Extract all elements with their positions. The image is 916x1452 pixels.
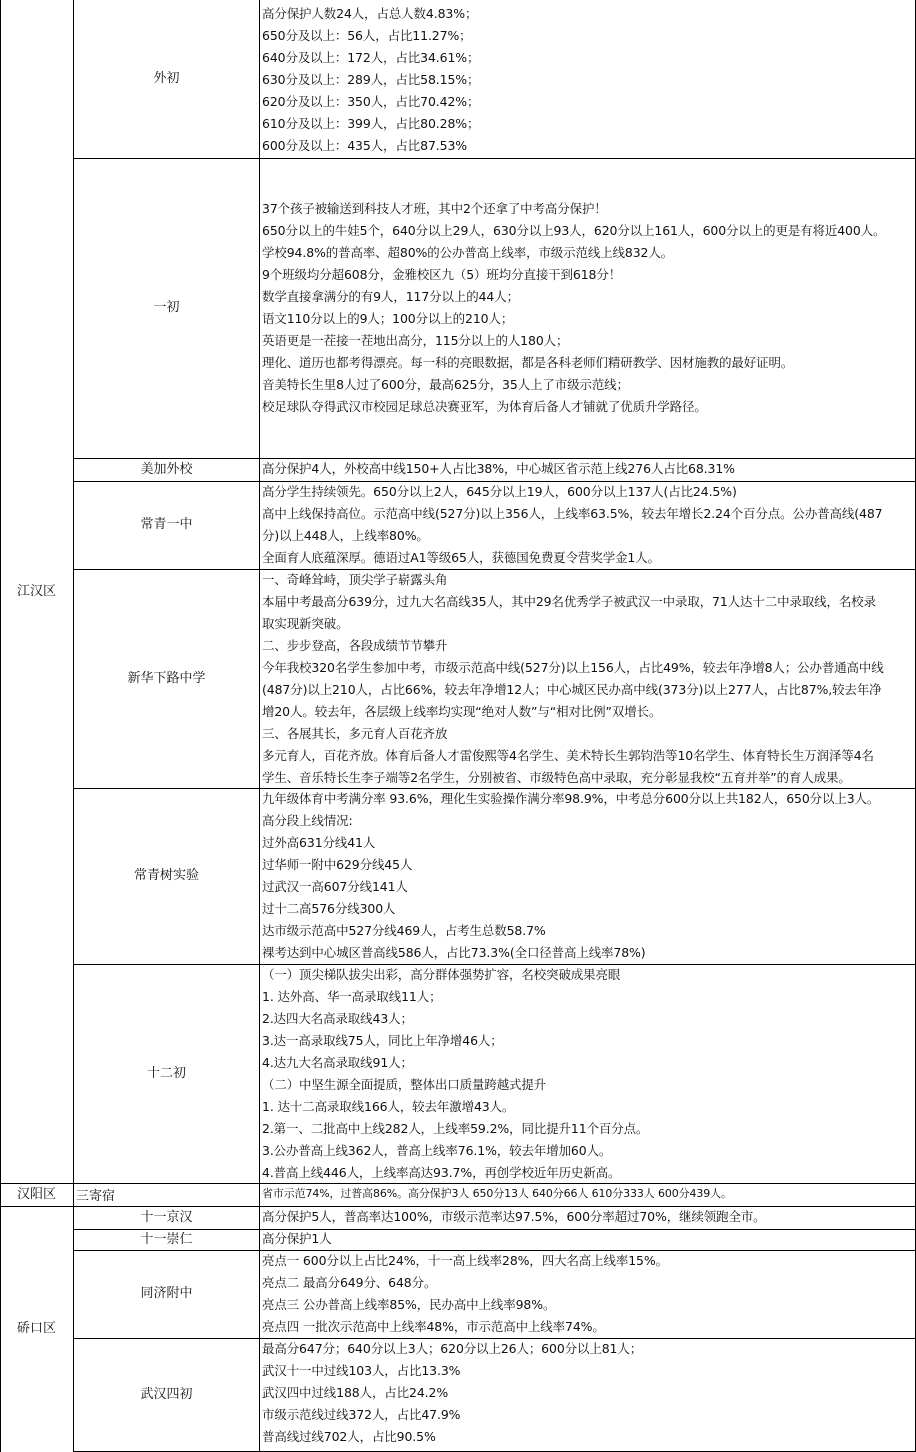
content-line: 九年级体育中考满分率 93.6%，理化生实验操作满分率98.9%，中考总分600分以上共182人，650分以上3人。 [262,791,880,806]
school-name-cell [73,481,260,569]
content-line: 达市级示范高中527分线469人，占考生总数58.7% [262,923,546,938]
content-line: 过华师一附中629分线45人 [262,857,413,872]
school-name: 十一京汉 [140,1209,193,1225]
content-line: 610分及以上：399人，占比80.28%； [262,116,480,131]
content-cell [260,1250,916,1338]
school-name-cell [73,458,260,481]
grid-line [73,0,74,1452]
district-cell [0,1183,73,1206]
content-line: 高中上线保持高位。示范高中线(527分)以上356人，上线率63.5%，较去年增长2.24个百分点。公办普高线(487 [262,506,883,521]
content-line: 数学直接拿满分的有9人，117分以上的44人； [262,289,519,304]
content-line: 4.达九大名高录取线91人； [262,1055,413,1070]
content-line: 普高线过线702人，占比90.5% [262,1429,436,1444]
school-name-cell [73,964,260,1183]
content-line: 本届中考最高分639分，过九大名高线35人，其中29名优秀学子被武汉一中录取，71人达十二中录取线，名校录 [262,594,876,609]
content-line: 3.公办普高上线362人，普高上线率76.1%，较去年增加60人。 [262,1143,612,1158]
grid-line [0,0,1,1452]
district-cell [0,1206,73,1452]
content-line: 高分保护人数24人，占总人数4.83%； [262,6,478,21]
grid-line [259,0,260,1452]
content-line: 2.第一、二批高中上线282人，上线率59.2%，同比提升11个百分点。 [262,1121,649,1136]
content-line: 650分以上的牛娃5个，640分以上29人，630分以上93人，620分以上161人，600分以上的更是有将近400人。 [262,223,886,238]
school-name: 十二初 [146,1065,186,1081]
grid-line [73,1250,916,1251]
grid-line [73,1229,916,1230]
content-line: 理化、道历也都考得漂亮。每一科的亮眼数据，都是各科老师们精研教学、因材施教的最好证明。 [262,355,794,370]
content-line: 校足球队夺得武汉市校园足球总决赛亚军，为体育后备人才铺就了优质升学路径。 [262,399,707,414]
grid-line [73,158,916,159]
content-line: 1. 达十二高录取线166人，较去年激增43人。 [262,1099,515,1114]
content-line: 武汉四中过线188人，占比24.2% [262,1385,449,1400]
school-name: 一初 [153,300,180,315]
content-line: 学生、音乐特长生李子端等2名学生，分别被省、市级特色高中录取，充分彰显我校“五育并举”的育人成果。 [262,770,851,785]
school-name-cell [73,158,260,458]
school-name-cell [73,1183,260,1206]
content-line: 亮点四 一批次示范高中上线率48%，市示范高中上线率74%。 [262,1319,605,1334]
district-label: 汉阳区 [16,1186,56,1202]
content-line: 高分学生持续领先。650分以上2人，645分以上19人，600分以上137人(占比24.5%) [262,484,737,499]
content-line: 高分保护1人 [262,1231,332,1246]
school-name: 武汉四初 [140,1387,193,1402]
school-name-cell [73,1206,260,1229]
content-line: 4.普高上线446人，上线率高达93.7%，再创学校近年历史新高。 [262,1165,621,1180]
content-line: 增20人。较去年，各层级上线率均实现“绝对人数”与“相对比例”双增长。 [262,704,662,719]
content-line: 亮点二 最高分649分、648分。 [262,1275,437,1290]
content-cell [260,788,916,964]
district-cell [0,0,73,1183]
school-name: 常青一中 [140,517,193,532]
content-cell [260,481,916,569]
content-line: 高分段上线情况: [262,813,353,828]
content-line: 亮点一 600分以上占比24%，十一高上线率28%，四大名高上线率15%。 [262,1253,668,1268]
content-line: 最高分647分；640分以上3人；620分以上26人；600分以上81人； [262,1341,643,1356]
content-line: 1. 达外高、华一高录取线11人； [262,989,442,1004]
content-line: 分)以上448人，上线率80%。 [262,528,429,543]
content-line: 学校94.8%的普高率、超80%的公办普高上线率，市级示范线上线832人。 [262,245,674,260]
grid-line [0,1206,916,1207]
content-line: 音美特长生里8人过了600分，最高625分，35人上了市级示范线； [262,377,629,392]
district-label: 江汉区 [16,583,56,599]
content-line: 裸考达到中心城区普高线586人，占比73.3%(全口径普高上线率78%) [262,945,646,960]
content-line: 取实现新突破。 [262,616,349,631]
school-name-cell [73,1338,260,1452]
content-cell [260,3,916,158]
grid-line [73,964,916,965]
content-cell [260,1206,916,1229]
school-name: 同济附中 [140,1286,193,1301]
school-name: 外初 [153,71,180,86]
content-cell [260,1338,916,1452]
grid-line [73,788,916,789]
content-line: 过十二高576分线300人 [262,901,396,916]
school-name: 新华下路中学 [127,670,206,686]
content-line: 武汉十一中过线103人，占比13.3% [262,1363,461,1378]
grid-line [73,1338,916,1339]
content-line: 过外高631分线41人 [262,835,376,850]
content-cell [260,198,916,458]
grid-line [0,1183,916,1184]
content-line: 省市示范74%，过普高86%。高分保护3人 650分13人 640分66人 610分333人 600分439人。 [262,1187,732,1200]
school-name: 常青树实验 [133,868,199,883]
school-name-cell [73,1250,260,1338]
content-line: 600分及以上：435人，占比87.53% [262,138,467,153]
content-line: 2.达四大名高录取线43人； [262,1011,413,1026]
school-name: 三寄宿 [76,1189,116,1204]
content-line: 三、各展其长，多元育人百花齐放 [262,726,448,741]
content-line: （一）顶尖梯队拔尖出彩，高分群体强势扩容，名校突破成果亮眼 [262,967,621,982]
school-name-cell [73,788,260,964]
content-line: 3.达一高录取线75人，同比上年净增46人； [262,1033,503,1048]
content-line: 高分保护4人，外校高中线150+人占比38%，中心城区省示范上线276人占比68.31% [262,461,735,476]
content-line: 630分及以上：289人，占比58.15%； [262,72,480,87]
content-line: 多元育人，百花齐放。体育后备人才雷俊熙等4名学生、美术特长生郭钧浩等10名学生、体育特长生万润泽等4名 [262,748,874,763]
grid-line [73,481,916,482]
content-line: 过武汉一高607分线141人 [262,879,408,894]
content-line: 英语更是一茬接一茬地出高分，115分以上的人180人； [262,333,569,348]
content-line: 一、奇峰耸峙，顶尖学子崭露头角 [262,572,448,587]
content-cell [260,458,916,481]
content-cell [260,1183,916,1206]
content-line: 二、步步登高，各段成绩节节攀升 [262,638,448,653]
district-label: 硚口区 [16,1321,56,1336]
content-line: 市级示范线过线372人，占比47.9% [262,1407,461,1422]
content-line: 650分及以上：56人，占比11.27%； [262,28,472,43]
content-line: 640分及以上：172人，占比34.61%； [262,50,480,65]
content-line: 高分保护5人，普高率达100%，市级示范率达97.5%，600分率超过70%，继续领跑全市。 [262,1209,766,1224]
content-cell [260,964,916,1183]
school-name: 美加外校 [140,461,193,477]
school-name-cell [73,1229,260,1250]
content-line: 620分及以上：350人，占比70.42%； [262,94,480,109]
grid-line [73,458,916,459]
school-name: 十一崇仁 [140,1231,193,1247]
content-line: 今年我校320名学生参加中考，市级示范高中线(527分)以上156人，占比49%，较去年净增8人；公办普通高中线 [262,660,884,675]
content-line: （二）中坚生源全面提质，整体出口质量跨越式提升 [262,1077,547,1092]
content-line: 亮点三 公办普高上线率85%，民办高中上线率98%。 [262,1297,556,1312]
content-cell [260,1228,916,1250]
school-name-cell [73,0,260,158]
content-line: 全面育人底蕴深厚。德语过A1等级65人，获德国免费夏令营奖学金1人。 [262,550,660,565]
content-line: 37个孩子被输送到科技人才班，其中2个还拿了中考高分保护！ [262,201,607,216]
content-cell [260,569,916,788]
grid-line [73,569,916,570]
content-line: 9个班级均分超608分，金雅校区九（5）班均分直接干到618分！ [262,267,622,282]
content-line: (487分)以上210人，占比66%，较去年净增12人；中心城区民办高中线(373分)以上277人，占比87%,较去年净 [262,682,882,697]
content-line: 语文110分以上的9人；100分以上的210人； [262,311,514,326]
school-name-cell [73,569,260,788]
